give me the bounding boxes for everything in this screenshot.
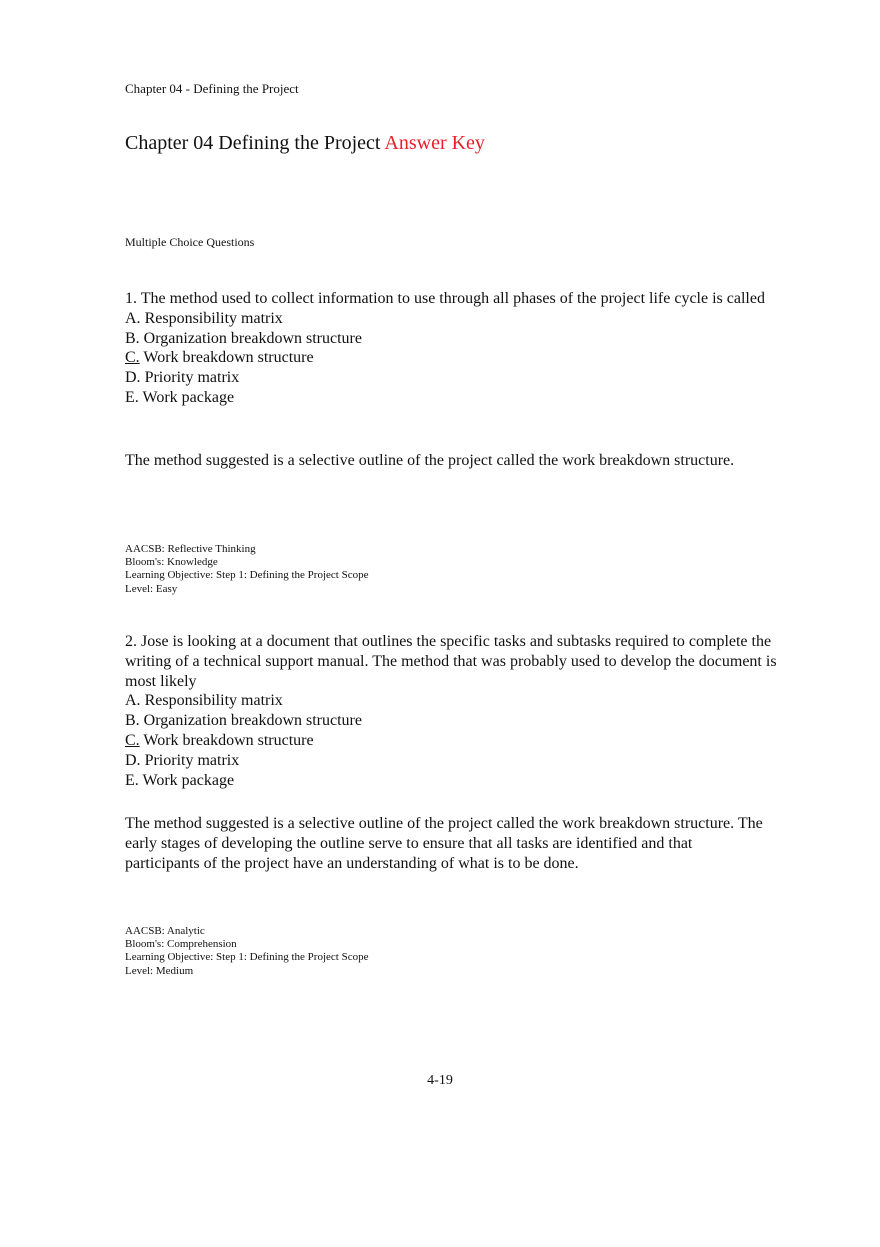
question-prompt: 1. The method used to collect information to use through all phases of the project life cycle is called: [125, 290, 765, 307]
correct-answer-marker: C.: [125, 731, 140, 749]
question-2-metadata: [125, 925, 368, 978]
meta-level: Level: Medium: [125, 964, 194, 977]
page-number: 4-19: [427, 1073, 453, 1088]
option-a: A. Responsibility matrix: [125, 309, 283, 327]
question-2: [125, 632, 785, 790]
question-prompt: 2. Jose is looking at a document that outlines the specific tasks and subtasks required to complete the writing of a technical support manual. The method that was probably used to develop the document is most likely: [125, 633, 777, 690]
section-label: Multiple Choice Questions: [125, 235, 255, 249]
question-1-metadata: [125, 543, 368, 596]
meta-learning-objective: Learning Objective: Step 1: Defining the Project Scope: [125, 569, 369, 582]
question-1: [125, 289, 785, 408]
option-d: D. Priority matrix: [125, 751, 240, 769]
running-header: Chapter 04 - Defining the Project: [125, 81, 299, 96]
option-e: E. Work package: [125, 771, 235, 789]
option-c-correct: C. Work breakdown structure: [125, 349, 314, 367]
option-e: E. Work package: [125, 388, 235, 406]
explanation-1: The method suggested is a selective outline of the project called the work breakdown structure.: [125, 452, 735, 469]
meta-level: Level: Easy: [125, 582, 178, 595]
option-d: D. Priority matrix: [125, 369, 240, 387]
page-title: [125, 132, 485, 155]
option-b: B. Organization breakdown structure: [125, 329, 362, 347]
option-c-correct: C. Work breakdown structure: [125, 731, 314, 749]
correct-answer-marker: C.: [125, 349, 140, 367]
meta-blooms: Bloom's: Knowledge: [125, 556, 218, 569]
meta-aacsb: AACSB: Reflective Thinking: [125, 543, 256, 555]
meta-learning-objective: Learning Objective: Step 1: Defining the Project Scope: [125, 951, 369, 964]
explanation-2: The method suggested is a selective outline of the project called the work breakdown structure. The early stages of developing the outline serve to ensure that all tasks are identified and that participants of the project have an understanding of what is to be done.: [125, 815, 763, 872]
meta-blooms: Bloom's: Comprehension: [125, 938, 237, 951]
meta-aacsb: AACSB: Analytic: [125, 925, 205, 937]
option-b: B. Organization breakdown structure: [125, 712, 362, 730]
title-main: Chapter 04 Defining the Project: [125, 132, 381, 154]
option-a: A. Responsibility matrix: [125, 692, 283, 710]
title-answer-key: Answer Key: [384, 132, 485, 154]
